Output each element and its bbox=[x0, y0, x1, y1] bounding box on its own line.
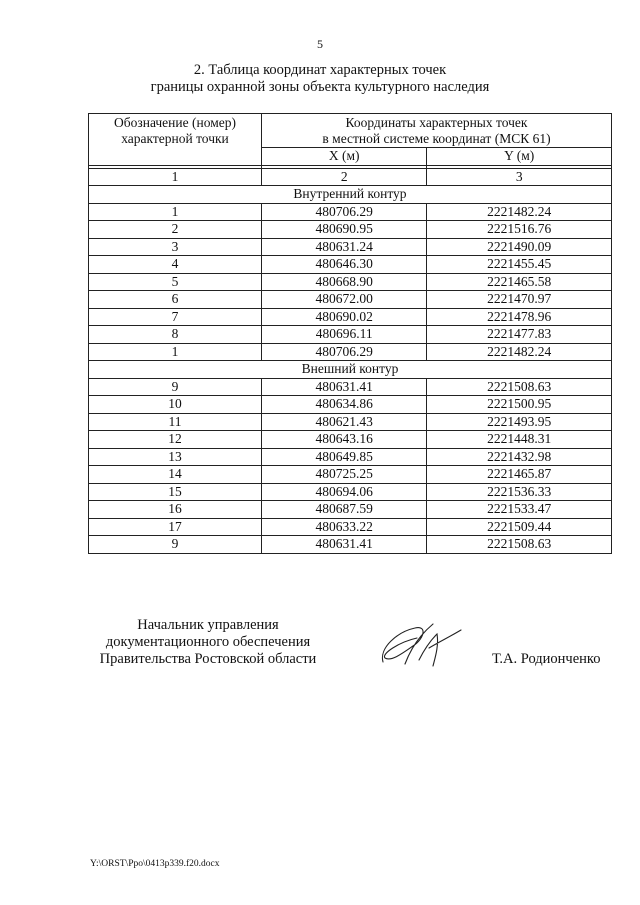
y-coordinate-cell: 2221470.97 bbox=[427, 291, 612, 309]
x-coordinate-cell: 480621.43 bbox=[262, 413, 427, 431]
x-coordinate-cell: 480725.25 bbox=[262, 466, 427, 484]
point-number-cell: 10 bbox=[89, 396, 262, 414]
y-coordinate-cell: 2221516.76 bbox=[427, 221, 612, 239]
x-coordinate-cell: 480706.29 bbox=[262, 203, 427, 221]
page-number: 5 bbox=[317, 37, 323, 51]
signatory-line-3: Правительства Ростовской области bbox=[99, 651, 317, 667]
x-coordinate-cell: 480649.85 bbox=[262, 448, 427, 466]
y-coordinate-cell: 2221432.98 bbox=[427, 448, 612, 466]
x-coordinate-cell: 480631.24 bbox=[262, 238, 427, 256]
outer-contour-header-label: Внешний контур bbox=[89, 361, 612, 379]
x-coordinate-cell: 480696.11 bbox=[262, 326, 427, 344]
point-number-cell: 5 bbox=[89, 273, 262, 291]
header-row bbox=[89, 114, 612, 148]
header-coords-line1: Координаты характерных точек bbox=[345, 115, 528, 130]
y-coordinate-cell: 2221508.63 bbox=[427, 536, 612, 554]
title-line-2: границы охранной зоны объекта культурного наследия bbox=[150, 79, 490, 95]
x-coordinate-cell: 480690.02 bbox=[262, 308, 427, 326]
table-row bbox=[89, 256, 612, 274]
header-col1-line2: характерной точки bbox=[121, 131, 229, 146]
y-coordinate-cell: 2221478.96 bbox=[427, 308, 612, 326]
y-coordinate-cell: 2221482.24 bbox=[427, 203, 612, 221]
table-row bbox=[89, 238, 612, 256]
x-coordinate-cell: 480646.30 bbox=[262, 256, 427, 274]
coordinates-table bbox=[88, 113, 612, 554]
table-row bbox=[89, 291, 612, 309]
table-row bbox=[89, 536, 612, 554]
column-number-2: 2 bbox=[262, 168, 427, 186]
header-coordinates bbox=[262, 114, 612, 148]
point-number-cell: 9 bbox=[89, 378, 262, 396]
column-number-1: 1 bbox=[89, 168, 262, 186]
point-number-cell: 16 bbox=[89, 501, 262, 519]
x-coordinate-cell: 480690.95 bbox=[262, 221, 427, 239]
point-number-cell: 15 bbox=[89, 483, 262, 501]
header-point-designation bbox=[89, 114, 262, 166]
x-coordinate-cell: 480672.00 bbox=[262, 291, 427, 309]
point-number-cell: 8 bbox=[89, 326, 262, 344]
y-coordinate-cell: 2221455.45 bbox=[427, 256, 612, 274]
y-coordinate-cell: 2221477.83 bbox=[427, 326, 612, 344]
table-row bbox=[89, 431, 612, 449]
point-number-cell: 6 bbox=[89, 291, 262, 309]
page-title bbox=[0, 62, 640, 96]
table-row bbox=[89, 501, 612, 519]
title-line-1: 2. Таблица координат характерных точек bbox=[193, 62, 447, 78]
point-number-cell: 3 bbox=[89, 238, 262, 256]
column-number-row bbox=[89, 168, 612, 186]
y-coordinate-cell: 2221490.09 bbox=[427, 238, 612, 256]
table-row bbox=[89, 326, 612, 344]
column-number-3: 3 bbox=[427, 168, 612, 186]
point-number-cell: 4 bbox=[89, 256, 262, 274]
y-coordinate-cell: 2221448.31 bbox=[427, 431, 612, 449]
table-row bbox=[89, 378, 612, 396]
footer-file-path: Y:\ORST\Ppo\0413p339.f20.docx bbox=[90, 859, 220, 869]
point-number-cell: 2 bbox=[89, 221, 262, 239]
table-row bbox=[89, 413, 612, 431]
table-row bbox=[89, 343, 612, 361]
y-coordinate-cell: 2221508.63 bbox=[427, 378, 612, 396]
signatory-line-1: Начальник управления bbox=[137, 617, 279, 633]
point-number-cell: 12 bbox=[89, 431, 262, 449]
signatory-line-2: документационного обеспечения bbox=[105, 634, 311, 650]
x-coordinate-cell: 480631.41 bbox=[262, 536, 427, 554]
table-row bbox=[89, 203, 612, 221]
outer-contour-header bbox=[89, 361, 612, 379]
table-row bbox=[89, 518, 612, 536]
x-coordinate-cell: 480634.86 bbox=[262, 396, 427, 414]
header-y: Y (м) bbox=[427, 148, 612, 166]
point-number-cell: 1 bbox=[89, 343, 262, 361]
y-coordinate-cell: 2221509.44 bbox=[427, 518, 612, 536]
table-row bbox=[89, 396, 612, 414]
y-coordinate-cell: 2221533.47 bbox=[427, 501, 612, 519]
y-coordinate-cell: 2221465.87 bbox=[427, 466, 612, 484]
signatory-name: Т.А. Родионченко bbox=[492, 651, 601, 667]
x-coordinate-cell: 480668.90 bbox=[262, 273, 427, 291]
table-row bbox=[89, 483, 612, 501]
x-coordinate-cell: 480687.59 bbox=[262, 501, 427, 519]
table-row bbox=[89, 466, 612, 484]
y-coordinate-cell: 2221536.33 bbox=[427, 483, 612, 501]
handwritten-signature bbox=[375, 618, 465, 670]
point-number-cell: 1 bbox=[89, 203, 262, 221]
y-coordinate-cell: 2221493.95 bbox=[427, 413, 612, 431]
signatory-title bbox=[88, 617, 328, 668]
point-number-cell: 17 bbox=[89, 518, 262, 536]
point-number-cell: 11 bbox=[89, 413, 262, 431]
table-row bbox=[89, 221, 612, 239]
x-coordinate-cell: 480631.41 bbox=[262, 378, 427, 396]
x-coordinate-cell: 480633.22 bbox=[262, 518, 427, 536]
inner-contour-header bbox=[89, 186, 612, 204]
header-col1-line1: Обозначение (номер) bbox=[114, 115, 236, 130]
y-coordinate-cell: 2221482.24 bbox=[427, 343, 612, 361]
point-number-cell: 7 bbox=[89, 308, 262, 326]
header-x: X (м) bbox=[262, 148, 427, 166]
table-row bbox=[89, 308, 612, 326]
inner-contour-header-label: Внутренний контур bbox=[89, 186, 612, 204]
x-coordinate-cell: 480694.06 bbox=[262, 483, 427, 501]
table-row bbox=[89, 448, 612, 466]
x-coordinate-cell: 480643.16 bbox=[262, 431, 427, 449]
header-coords-line2: в местной системе координат (МСК 61) bbox=[322, 131, 551, 146]
point-number-cell: 9 bbox=[89, 536, 262, 554]
point-number-cell: 13 bbox=[89, 448, 262, 466]
point-number-cell: 14 bbox=[89, 466, 262, 484]
table-row bbox=[89, 273, 612, 291]
x-coordinate-cell: 480706.29 bbox=[262, 343, 427, 361]
y-coordinate-cell: 2221465.58 bbox=[427, 273, 612, 291]
y-coordinate-cell: 2221500.95 bbox=[427, 396, 612, 414]
